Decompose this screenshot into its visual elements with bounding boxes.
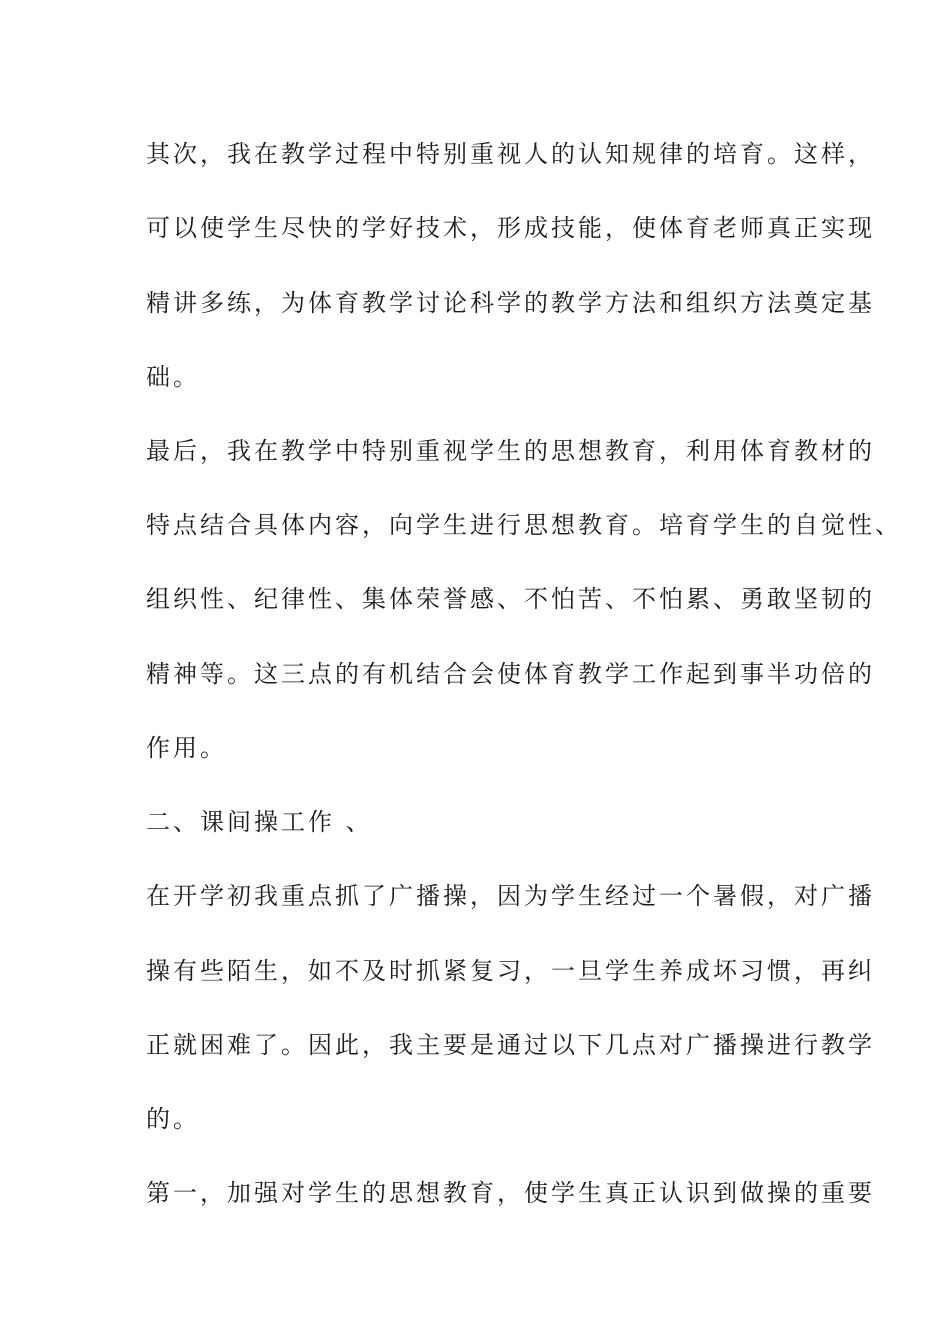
text-line: 其次，我在教学过程中特别重视人的认知规律的培育。这样， <box>146 140 875 168</box>
text-line: 在开学初我重点抓了广播操，因为学生经过一个暑假，对广播 <box>146 882 875 910</box>
text-line: 最后，我在教学中特别重视学生的思想教育，利用体育教材的 <box>146 437 875 465</box>
section-heading: 二、课间操工作 、 <box>146 808 373 836</box>
text-line: 可以使学生尽快的学好技术，形成技能，使体育老师真正实现 <box>146 214 875 242</box>
text-line: 组织性、纪律性、集体荣誉感、不怕苦、不怕累、勇敢坚韧的 <box>146 585 875 613</box>
text-line: 特点结合具体内容，向学生进行思想教育。培育学生的自觉性、 <box>146 511 902 539</box>
text-line: 的。 <box>146 1105 200 1133</box>
text-line: 正就困难了。因此，我主要是通过以下几点对广播操进行教学 <box>146 1031 875 1059</box>
text-line: 精神等。这三点的有机结合会使体育教学工作起到事半功倍的 <box>146 660 875 688</box>
text-line: 操有些陌生，如不及时抓紧复习，一旦学生养成坏习惯，再纠 <box>146 957 875 985</box>
text-line: 第一，加强对学生的思想教育，使学生真正认识到做操的重要 <box>146 1179 875 1207</box>
text-line: 础。 <box>146 363 200 391</box>
text-line: 作用。 <box>146 734 227 762</box>
text-line: 精讲多练，为体育教学讨论科学的教学方法和组织方法奠定基 <box>146 289 875 317</box>
